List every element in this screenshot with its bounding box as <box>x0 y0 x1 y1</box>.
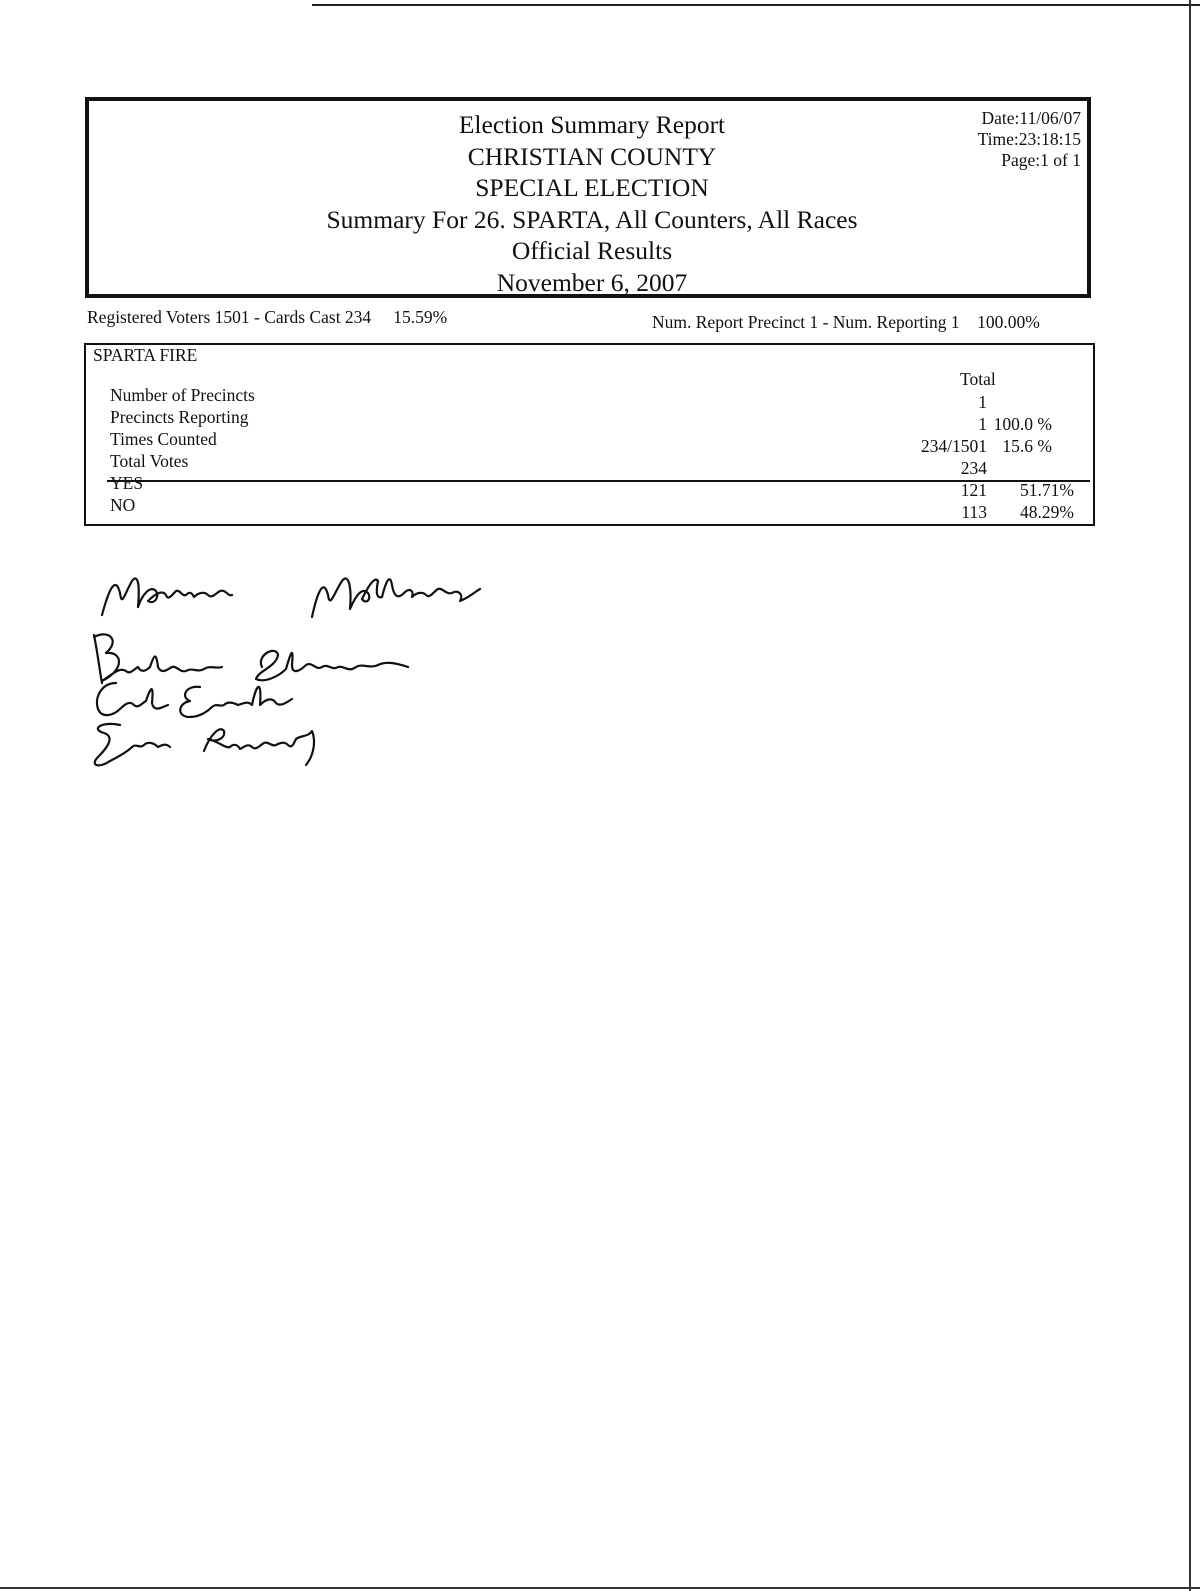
signatures <box>80 555 560 795</box>
total-column-header: Total <box>960 369 996 389</box>
choice-label-no: NO <box>110 495 136 515</box>
signature-2 <box>94 634 408 683</box>
report-title-block <box>89 109 1095 298</box>
stat-label-times-counted: Times Counted <box>110 429 217 449</box>
race-name: SPARTA FIRE <box>93 345 198 365</box>
stat-total-times-counted: 234/1501 <box>920 436 987 456</box>
report-header-box <box>85 97 1091 298</box>
precinct-reporting-summary <box>652 312 1040 333</box>
precinct-reporting-text: Num. Report Precinct 1 - Num. Reporting 1 <box>652 312 960 332</box>
scan-right-edge <box>1189 0 1191 1591</box>
choice-percent-yes: 51.71% <box>1020 480 1074 500</box>
stat-total-precincts-reporting: 1 <box>978 414 987 434</box>
choice-label-yes: YES <box>110 473 144 493</box>
summary-scope: Summary For 26. SPARTA, All Counters, All Races <box>326 204 858 234</box>
stat-total-total-votes: 234 <box>960 458 987 478</box>
stat-total-number-of-precincts: 1 <box>978 392 987 412</box>
scan-bottom-edge <box>0 1587 1200 1589</box>
county-name: CHRISTIAN COUNTY <box>467 141 717 171</box>
election-date: November 6, 2007 <box>496 267 688 297</box>
report-time: Time:23:18:15 <box>977 129 1081 149</box>
choice-total-yes: 121 <box>960 480 987 500</box>
stat-label-total-votes: Total Votes <box>110 451 189 471</box>
choice-total-no: 113 <box>961 502 987 522</box>
report-title: Election Summary Report <box>458 110 726 139</box>
registered-voters-summary <box>87 307 447 328</box>
scan-top-line <box>312 4 1200 6</box>
results-divider <box>107 480 1090 482</box>
report-meta <box>978 108 1081 171</box>
report-date: Date:11/06/07 <box>981 108 1081 128</box>
results-status: Official Results <box>511 236 673 265</box>
signature-3 <box>97 683 292 717</box>
race-results-box <box>84 343 1095 526</box>
stat-percent-times-counted: 15.6 % <box>1002 436 1052 456</box>
stat-label-precincts-reporting: Precincts Reporting <box>110 407 249 427</box>
precinct-reporting-percent: 100.00% <box>977 312 1040 332</box>
stat-label-number-of-precincts: Number of Precincts <box>110 385 255 405</box>
registered-voters-text: Registered Voters 1501 - Cards Cast 234 <box>87 307 372 327</box>
signature-4 <box>95 724 314 765</box>
stat-percent-precincts-reporting: 100.0 % <box>993 414 1052 434</box>
choice-percent-no: 48.29% <box>1020 502 1074 522</box>
election-type: SPECIAL ELECTION <box>475 173 709 202</box>
report-page: Page:1 of 1 <box>1001 150 1081 170</box>
signature-1 <box>102 579 480 617</box>
turnout-percent: 15.59% <box>393 307 448 327</box>
